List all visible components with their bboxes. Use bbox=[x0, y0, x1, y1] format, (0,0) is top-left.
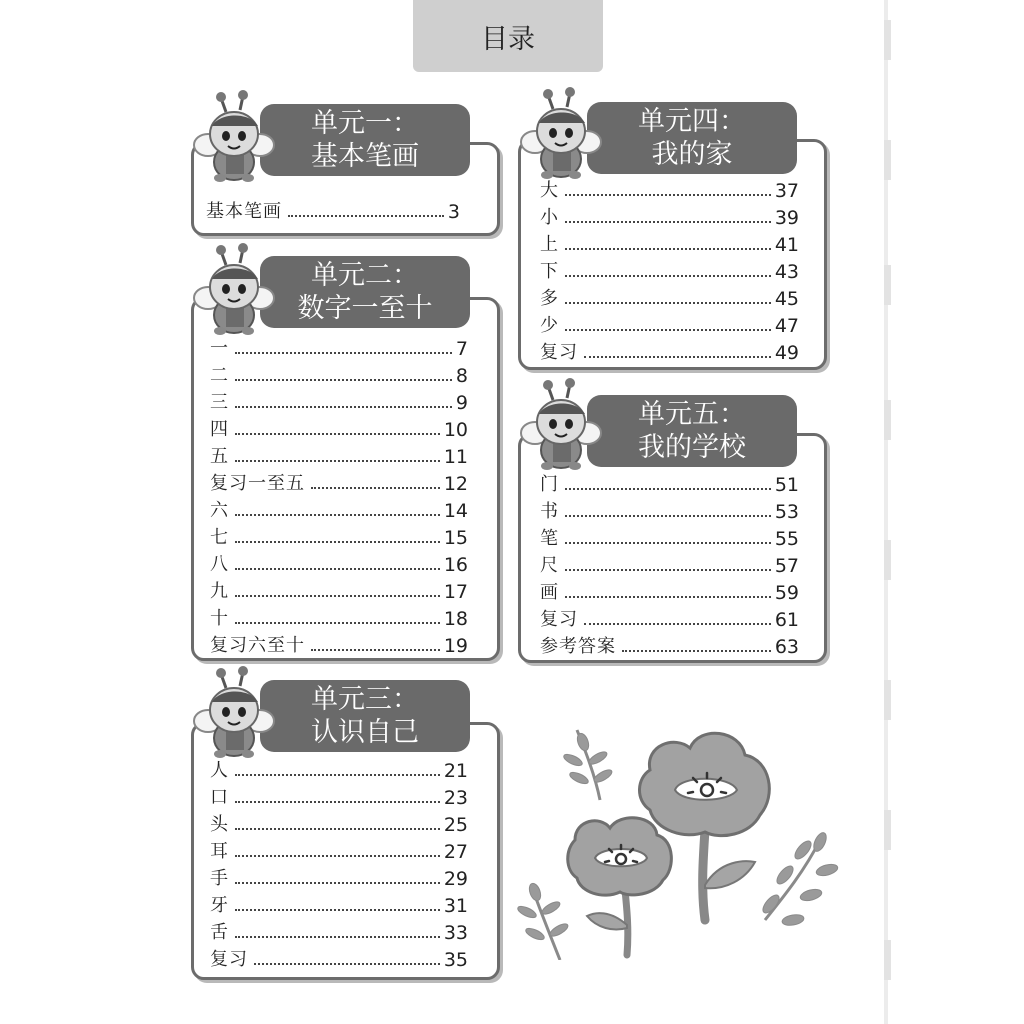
dot-leader bbox=[565, 194, 771, 196]
toc-entry[interactable] bbox=[540, 202, 799, 229]
toc-entry-page-number: 35 bbox=[443, 949, 468, 971]
toc-entry-page-number: 31 bbox=[443, 895, 468, 917]
toc-entry[interactable] bbox=[210, 630, 468, 657]
toc-entry[interactable] bbox=[540, 229, 799, 256]
toc-entry-name: 头 bbox=[210, 814, 229, 835]
dot-leader bbox=[235, 801, 440, 803]
toc-entry-name: 十 bbox=[210, 608, 229, 629]
toc-entry-name: 五 bbox=[210, 446, 229, 467]
toc-entry[interactable] bbox=[540, 496, 799, 523]
unit-3-header bbox=[260, 680, 470, 752]
toc-entry-name: 复习 bbox=[540, 609, 578, 630]
toc-entry-name: 舌 bbox=[210, 922, 229, 943]
unit-1-title-line1: 单元一： bbox=[311, 108, 419, 139]
toc-entry-name: 基本笔画 bbox=[206, 201, 282, 222]
toc-entry[interactable] bbox=[206, 196, 460, 223]
toc-entry[interactable] bbox=[540, 337, 799, 364]
toc-entry-page-number: 11 bbox=[443, 446, 468, 468]
toc-entry-name: 八 bbox=[210, 554, 229, 575]
toc-entry-page-number: 51 bbox=[774, 474, 799, 496]
dot-leader bbox=[235, 352, 452, 354]
dot-leader bbox=[235, 855, 440, 857]
unit-3-section bbox=[188, 666, 500, 980]
dot-leader bbox=[235, 460, 440, 462]
toc-entry-page-number: 16 bbox=[443, 554, 468, 576]
toc-entry-page-number: 37 bbox=[774, 180, 799, 202]
dot-leader bbox=[235, 541, 440, 543]
unit-1-title-line2: 基本笔画 bbox=[311, 141, 419, 172]
unit-5-title-line1: 单元五： bbox=[638, 399, 746, 430]
dot-leader bbox=[584, 356, 771, 358]
unit-2-section bbox=[188, 243, 500, 661]
dot-leader bbox=[235, 909, 440, 911]
toc-entry-name: 复习 bbox=[210, 949, 248, 970]
unit-2-title-line2: 数字一至十 bbox=[297, 293, 433, 324]
toc-entry[interactable] bbox=[210, 360, 468, 387]
dot-leader bbox=[565, 596, 771, 598]
toc-entry-page-number: 25 bbox=[443, 814, 468, 836]
toc-entry-page-number: 15 bbox=[443, 527, 468, 549]
dot-leader bbox=[235, 379, 452, 381]
toc-entry[interactable] bbox=[210, 836, 468, 863]
toc-entry-name: 参考答案 bbox=[540, 636, 616, 657]
page-title-tab bbox=[413, 0, 603, 72]
toc-entry[interactable] bbox=[210, 944, 468, 971]
toc-entry-name: 一 bbox=[210, 338, 229, 359]
toc-entry-page-number: 49 bbox=[774, 342, 799, 364]
toc-entry[interactable] bbox=[540, 256, 799, 283]
dot-leader bbox=[235, 882, 440, 884]
toc-entry[interactable] bbox=[210, 387, 468, 414]
toc-entry-page-number: 43 bbox=[774, 261, 799, 283]
toc-entry[interactable] bbox=[210, 603, 468, 630]
toc-entry-page-number: 23 bbox=[443, 787, 468, 809]
toc-entry-page-number: 59 bbox=[774, 582, 799, 604]
dot-leader bbox=[235, 936, 440, 938]
toc-entry-name: 大 bbox=[540, 180, 559, 201]
toc-entry-page-number: 41 bbox=[774, 234, 799, 256]
toc-entry-name: 少 bbox=[540, 315, 559, 336]
dot-leader bbox=[565, 221, 771, 223]
dot-leader bbox=[565, 329, 771, 331]
dot-leader bbox=[254, 963, 440, 965]
toc-entry-page-number: 14 bbox=[443, 500, 468, 522]
toc-entry-name: 手 bbox=[210, 868, 229, 889]
toc-entry[interactable] bbox=[210, 522, 468, 549]
toc-entry[interactable] bbox=[210, 809, 468, 836]
dot-leader bbox=[584, 623, 771, 625]
toc-entry-name: 复习 bbox=[540, 342, 578, 363]
unit-3-title-line1: 单元三： bbox=[311, 684, 419, 715]
toc-entry-page-number: 45 bbox=[774, 288, 799, 310]
toc-entry-page-number: 55 bbox=[774, 528, 799, 550]
toc-entry-name: 六 bbox=[210, 500, 229, 521]
toc-entry[interactable] bbox=[210, 782, 468, 809]
toc-entry[interactable] bbox=[540, 283, 799, 310]
unit-1-section bbox=[188, 90, 500, 236]
toc-entry[interactable] bbox=[210, 863, 468, 890]
unit-3-title-line2: 认识自己 bbox=[311, 717, 419, 748]
unit-4-section bbox=[515, 87, 827, 370]
unit-5-section bbox=[515, 378, 827, 663]
toc-entry[interactable] bbox=[540, 631, 799, 658]
unit-5-header bbox=[587, 395, 797, 467]
dot-leader bbox=[622, 650, 771, 652]
toc-entry-name: 耳 bbox=[210, 841, 229, 862]
unit-4-title-line2: 我的家 bbox=[651, 139, 733, 170]
toc-entry[interactable] bbox=[540, 310, 799, 337]
toc-entry-page-number: 33 bbox=[443, 922, 468, 944]
toc-entry-name: 上 bbox=[540, 234, 559, 255]
toc-entry-name: 复习六至十 bbox=[210, 635, 305, 656]
toc-entry-name: 人 bbox=[210, 760, 229, 781]
toc-entry[interactable] bbox=[540, 577, 799, 604]
toc-entry-name: 七 bbox=[210, 527, 229, 548]
toc-entry-page-number: 61 bbox=[774, 609, 799, 631]
dot-leader bbox=[565, 302, 771, 304]
toc-entry-page-number: 10 bbox=[443, 419, 468, 441]
dot-leader bbox=[565, 542, 771, 544]
unit-1-header bbox=[260, 104, 470, 176]
toc-entry-page-number: 21 bbox=[443, 760, 468, 782]
toc-entry-page-number: 3 bbox=[447, 201, 460, 223]
toc-entry-name: 九 bbox=[210, 581, 229, 602]
toc-entry-page-number: 19 bbox=[443, 635, 468, 657]
toc-entry-page-number: 63 bbox=[774, 636, 799, 658]
toc-entry[interactable] bbox=[210, 468, 468, 495]
toc-entry[interactable] bbox=[540, 469, 799, 496]
page-title: 目录 bbox=[481, 23, 535, 55]
dot-leader bbox=[235, 568, 440, 570]
toc-entry-page-number: 18 bbox=[443, 608, 468, 630]
toc-entry-name: 口 bbox=[210, 787, 229, 808]
toc-entry[interactable] bbox=[540, 175, 799, 202]
unit-2-header bbox=[260, 256, 470, 328]
toc-entry-page-number: 7 bbox=[455, 338, 468, 360]
toc-entry-name: 三 bbox=[210, 392, 229, 413]
page-edge bbox=[884, 0, 1024, 1024]
toc-entry[interactable] bbox=[210, 549, 468, 576]
toc-entry[interactable] bbox=[540, 550, 799, 577]
toc-entry-name: 四 bbox=[210, 419, 229, 440]
dot-leader bbox=[565, 569, 771, 571]
toc-entry[interactable] bbox=[210, 755, 468, 782]
toc-entry-name: 复习一至五 bbox=[210, 473, 305, 494]
dot-leader bbox=[235, 433, 440, 435]
toc-entry-page-number: 39 bbox=[774, 207, 799, 229]
toc-entry[interactable] bbox=[210, 333, 468, 360]
toc-entry-page-number: 17 bbox=[443, 581, 468, 603]
toc-entry-name: 多 bbox=[540, 288, 559, 309]
toc-entry-name: 门 bbox=[540, 474, 559, 495]
toc-entry-name: 画 bbox=[540, 582, 559, 603]
dot-leader bbox=[565, 248, 771, 250]
unit-5-title-line2: 我的学校 bbox=[638, 432, 746, 463]
dot-leader bbox=[288, 215, 444, 217]
toc-entry[interactable] bbox=[210, 917, 468, 944]
unit-4-header bbox=[587, 102, 797, 174]
toc-entry-name: 下 bbox=[540, 261, 559, 282]
toc-entry[interactable] bbox=[540, 523, 799, 550]
toc-entry-page-number: 57 bbox=[774, 555, 799, 577]
toc-entry-page-number: 12 bbox=[443, 473, 468, 495]
toc-entry-page-number: 29 bbox=[443, 868, 468, 890]
toc-entry-page-number: 27 bbox=[443, 841, 468, 863]
unit-2-title-line1: 单元二： bbox=[311, 260, 419, 291]
unit-4-title-line1: 单元四： bbox=[638, 106, 746, 137]
dot-leader bbox=[235, 622, 440, 624]
toc-entry-name: 二 bbox=[210, 365, 229, 386]
dot-leader bbox=[235, 828, 440, 830]
flower-decoration-icon bbox=[515, 720, 855, 960]
toc-entry[interactable] bbox=[210, 495, 468, 522]
dot-leader bbox=[311, 487, 440, 489]
dot-leader bbox=[235, 514, 440, 516]
toc-entry[interactable] bbox=[210, 576, 468, 603]
bee-mascot-icon bbox=[188, 90, 278, 200]
toc-entry-name: 小 bbox=[540, 207, 559, 228]
toc-entry-page-number: 47 bbox=[774, 315, 799, 337]
dot-leader bbox=[565, 488, 771, 490]
dot-leader bbox=[565, 515, 771, 517]
toc-entry-page-number: 9 bbox=[455, 392, 468, 414]
dot-leader bbox=[565, 275, 771, 277]
dot-leader bbox=[235, 774, 440, 776]
dot-leader bbox=[235, 406, 452, 408]
dot-leader bbox=[235, 595, 440, 597]
toc-entry-page-number: 53 bbox=[774, 501, 799, 523]
toc-entry-name: 牙 bbox=[210, 895, 229, 916]
toc-entry-page-number: 8 bbox=[455, 365, 468, 387]
toc-entry-name: 笔 bbox=[540, 528, 559, 549]
toc-entry[interactable] bbox=[210, 890, 468, 917]
toc-entry-name: 书 bbox=[540, 501, 559, 522]
dot-leader bbox=[311, 649, 440, 651]
toc-entry[interactable] bbox=[540, 604, 799, 631]
toc-entry[interactable] bbox=[210, 441, 468, 468]
toc-entry-name: 尺 bbox=[540, 555, 559, 576]
toc-entry[interactable] bbox=[210, 414, 468, 441]
